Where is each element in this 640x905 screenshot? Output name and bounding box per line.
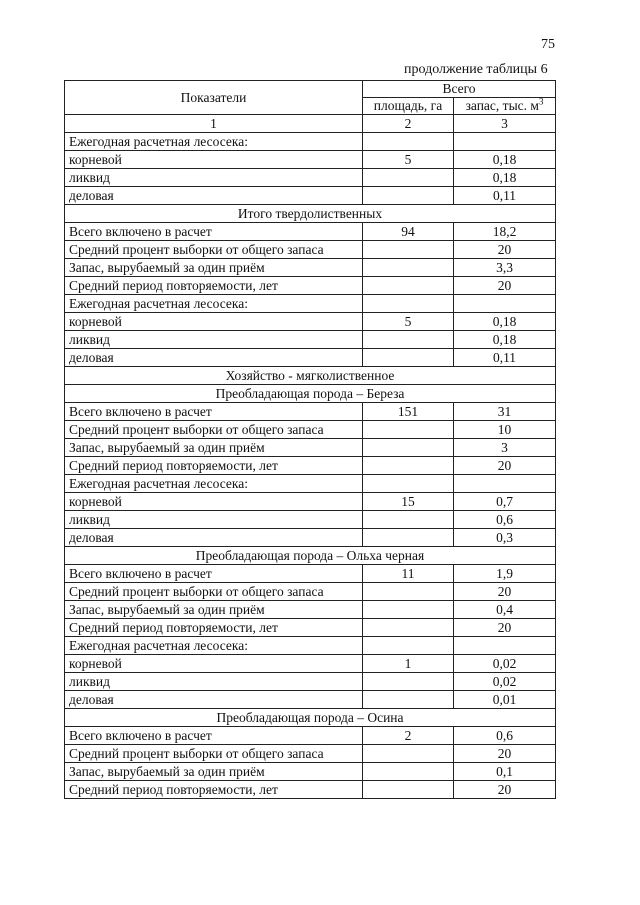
row-area [363,331,454,349]
header-stock [454,98,556,115]
row-stock [454,637,556,655]
row-area: 1 [363,655,454,673]
forest-table [64,80,556,799]
table-row [65,169,556,187]
row-area [363,241,454,259]
row-stock: 20 [454,241,556,259]
row-stock: 0,18 [454,331,556,349]
row-label: Средний процент выборки от общего запаса [65,745,363,763]
row-area [363,169,454,187]
row-stock: 0,4 [454,601,556,619]
row-stock [454,133,556,151]
row-stock: 20 [454,745,556,763]
row-label: Всего включено в расчет [65,565,363,583]
table-row [65,565,556,583]
row-stock: 0,6 [454,511,556,529]
row-stock: 0,02 [454,655,556,673]
row-area [363,439,454,457]
table-row [65,313,556,331]
row-label: деловая [65,529,363,547]
row-label: Средний период повторяемости, лет [65,781,363,799]
row-area [363,673,454,691]
header-indicator: Показатели [65,81,363,115]
row-stock [454,295,556,313]
row-stock [454,475,556,493]
row-stock: 18,2 [454,223,556,241]
row-stock: 0,11 [454,187,556,205]
table-row [65,529,556,547]
row-area [363,511,454,529]
table-row [65,439,556,457]
table-row [65,511,556,529]
row-area [363,457,454,475]
table-row [65,493,556,511]
row-label: корневой [65,493,363,511]
row-area [363,421,454,439]
table-row [65,151,556,169]
row-label: Запас, вырубаемый за один приём [65,259,363,277]
table-row [65,223,556,241]
row-label: Средний процент выборки от общего запаса [65,421,363,439]
table-caption: продолжение таблицы 6 [404,62,548,77]
section-title: Итого твердолиственных [65,205,556,223]
row-stock: 20 [454,457,556,475]
row-label: Запас, вырубаемый за один приём [65,763,363,781]
row-label: Ежегодная расчетная лесосека: [65,133,363,151]
row-label: Средний период повторяемости, лет [65,619,363,637]
table-row [65,583,556,601]
row-area: 11 [363,565,454,583]
section-row [65,367,556,385]
row-stock: 0,3 [454,529,556,547]
row-stock: 1,9 [454,565,556,583]
row-label: деловая [65,187,363,205]
row-label: корневой [65,313,363,331]
row-area: 2 [363,727,454,745]
row-label: Ежегодная расчетная лесосека: [65,295,363,313]
row-area [363,295,454,313]
row-label: ликвид [65,169,363,187]
row-area [363,259,454,277]
row-area: 5 [363,313,454,331]
row-label: Средний процент выборки от общего запаса [65,241,363,259]
row-label: Ежегодная расчетная лесосека: [65,475,363,493]
table-row [65,403,556,421]
table-row [65,673,556,691]
row-label: корневой [65,151,363,169]
table-row [65,601,556,619]
row-stock: 0,7 [454,493,556,511]
column-number: 2 [363,115,454,133]
row-area: 151 [363,403,454,421]
row-stock: 20 [454,583,556,601]
column-number: 1 [65,115,363,133]
table-row [65,745,556,763]
row-stock: 0,6 [454,727,556,745]
row-label: Запас, вырубаемый за один приём [65,439,363,457]
section-row [65,709,556,727]
row-stock: 10 [454,421,556,439]
row-stock: 3,3 [454,259,556,277]
table-row [65,241,556,259]
row-label: деловая [65,349,363,367]
row-area: 94 [363,223,454,241]
column-number: 3 [454,115,556,133]
column-numbers-row [65,115,556,133]
row-stock: 31 [454,403,556,421]
row-label: Средний период повторяемости, лет [65,277,363,295]
table-row [65,421,556,439]
row-area [363,619,454,637]
row-label: корневой [65,655,363,673]
table-row [65,637,556,655]
table-row [65,349,556,367]
row-label: ликвид [65,511,363,529]
row-area [363,781,454,799]
row-area [363,187,454,205]
row-area [363,691,454,709]
row-label: ликвид [65,673,363,691]
table-row [65,691,556,709]
table-row [65,619,556,637]
row-area [363,601,454,619]
row-label: Ежегодная расчетная лесосека: [65,637,363,655]
header-stock-unit: 3 [538,97,544,107]
row-stock: 3 [454,439,556,457]
row-stock: 0,18 [454,151,556,169]
header-row-group [65,81,556,98]
row-stock: 20 [454,781,556,799]
row-stock: 20 [454,619,556,637]
table-body [65,133,556,799]
row-label: Всего включено в расчет [65,403,363,421]
row-stock: 0,02 [454,673,556,691]
section-row [65,547,556,565]
header-stock-label: запас, тыс. м [465,98,539,113]
table-row [65,475,556,493]
table-row [65,295,556,313]
table-row [65,187,556,205]
table-row [65,781,556,799]
section-row [65,205,556,223]
row-area [363,133,454,151]
section-title: Преобладающая порода – Береза [65,385,556,403]
row-area: 15 [363,493,454,511]
table-row [65,133,556,151]
section-title: Преобладающая порода – Ольха черная [65,547,556,565]
table-row [65,763,556,781]
row-label: Запас, вырубаемый за один приём [65,601,363,619]
section-row [65,385,556,403]
table-row [65,277,556,295]
row-label: Средний период повторяемости, лет [65,457,363,475]
row-stock: 0,01 [454,691,556,709]
row-stock: 0,1 [454,763,556,781]
table-row [65,331,556,349]
row-area [363,529,454,547]
row-stock: 0,11 [454,349,556,367]
page-number: 75 [541,37,555,52]
header-area: площадь, га [363,98,454,115]
row-label: деловая [65,691,363,709]
row-label: Всего включено в расчет [65,727,363,745]
table-row [65,655,556,673]
table-row [65,457,556,475]
row-area: 5 [363,151,454,169]
row-area [363,277,454,295]
table-row [65,259,556,277]
header-total: Всего [363,81,556,98]
row-area [363,475,454,493]
row-area [363,583,454,601]
row-label: Средний процент выборки от общего запаса [65,583,363,601]
row-label: Всего включено в расчет [65,223,363,241]
row-stock: 0,18 [454,313,556,331]
row-stock: 0,18 [454,169,556,187]
table-row [65,727,556,745]
section-title: Преобладающая порода – Осина [65,709,556,727]
row-area [363,637,454,655]
row-label: ликвид [65,331,363,349]
section-title: Хозяйство - мягколиственное [65,367,556,385]
row-area [363,745,454,763]
row-stock: 20 [454,277,556,295]
row-area [363,349,454,367]
row-area [363,763,454,781]
